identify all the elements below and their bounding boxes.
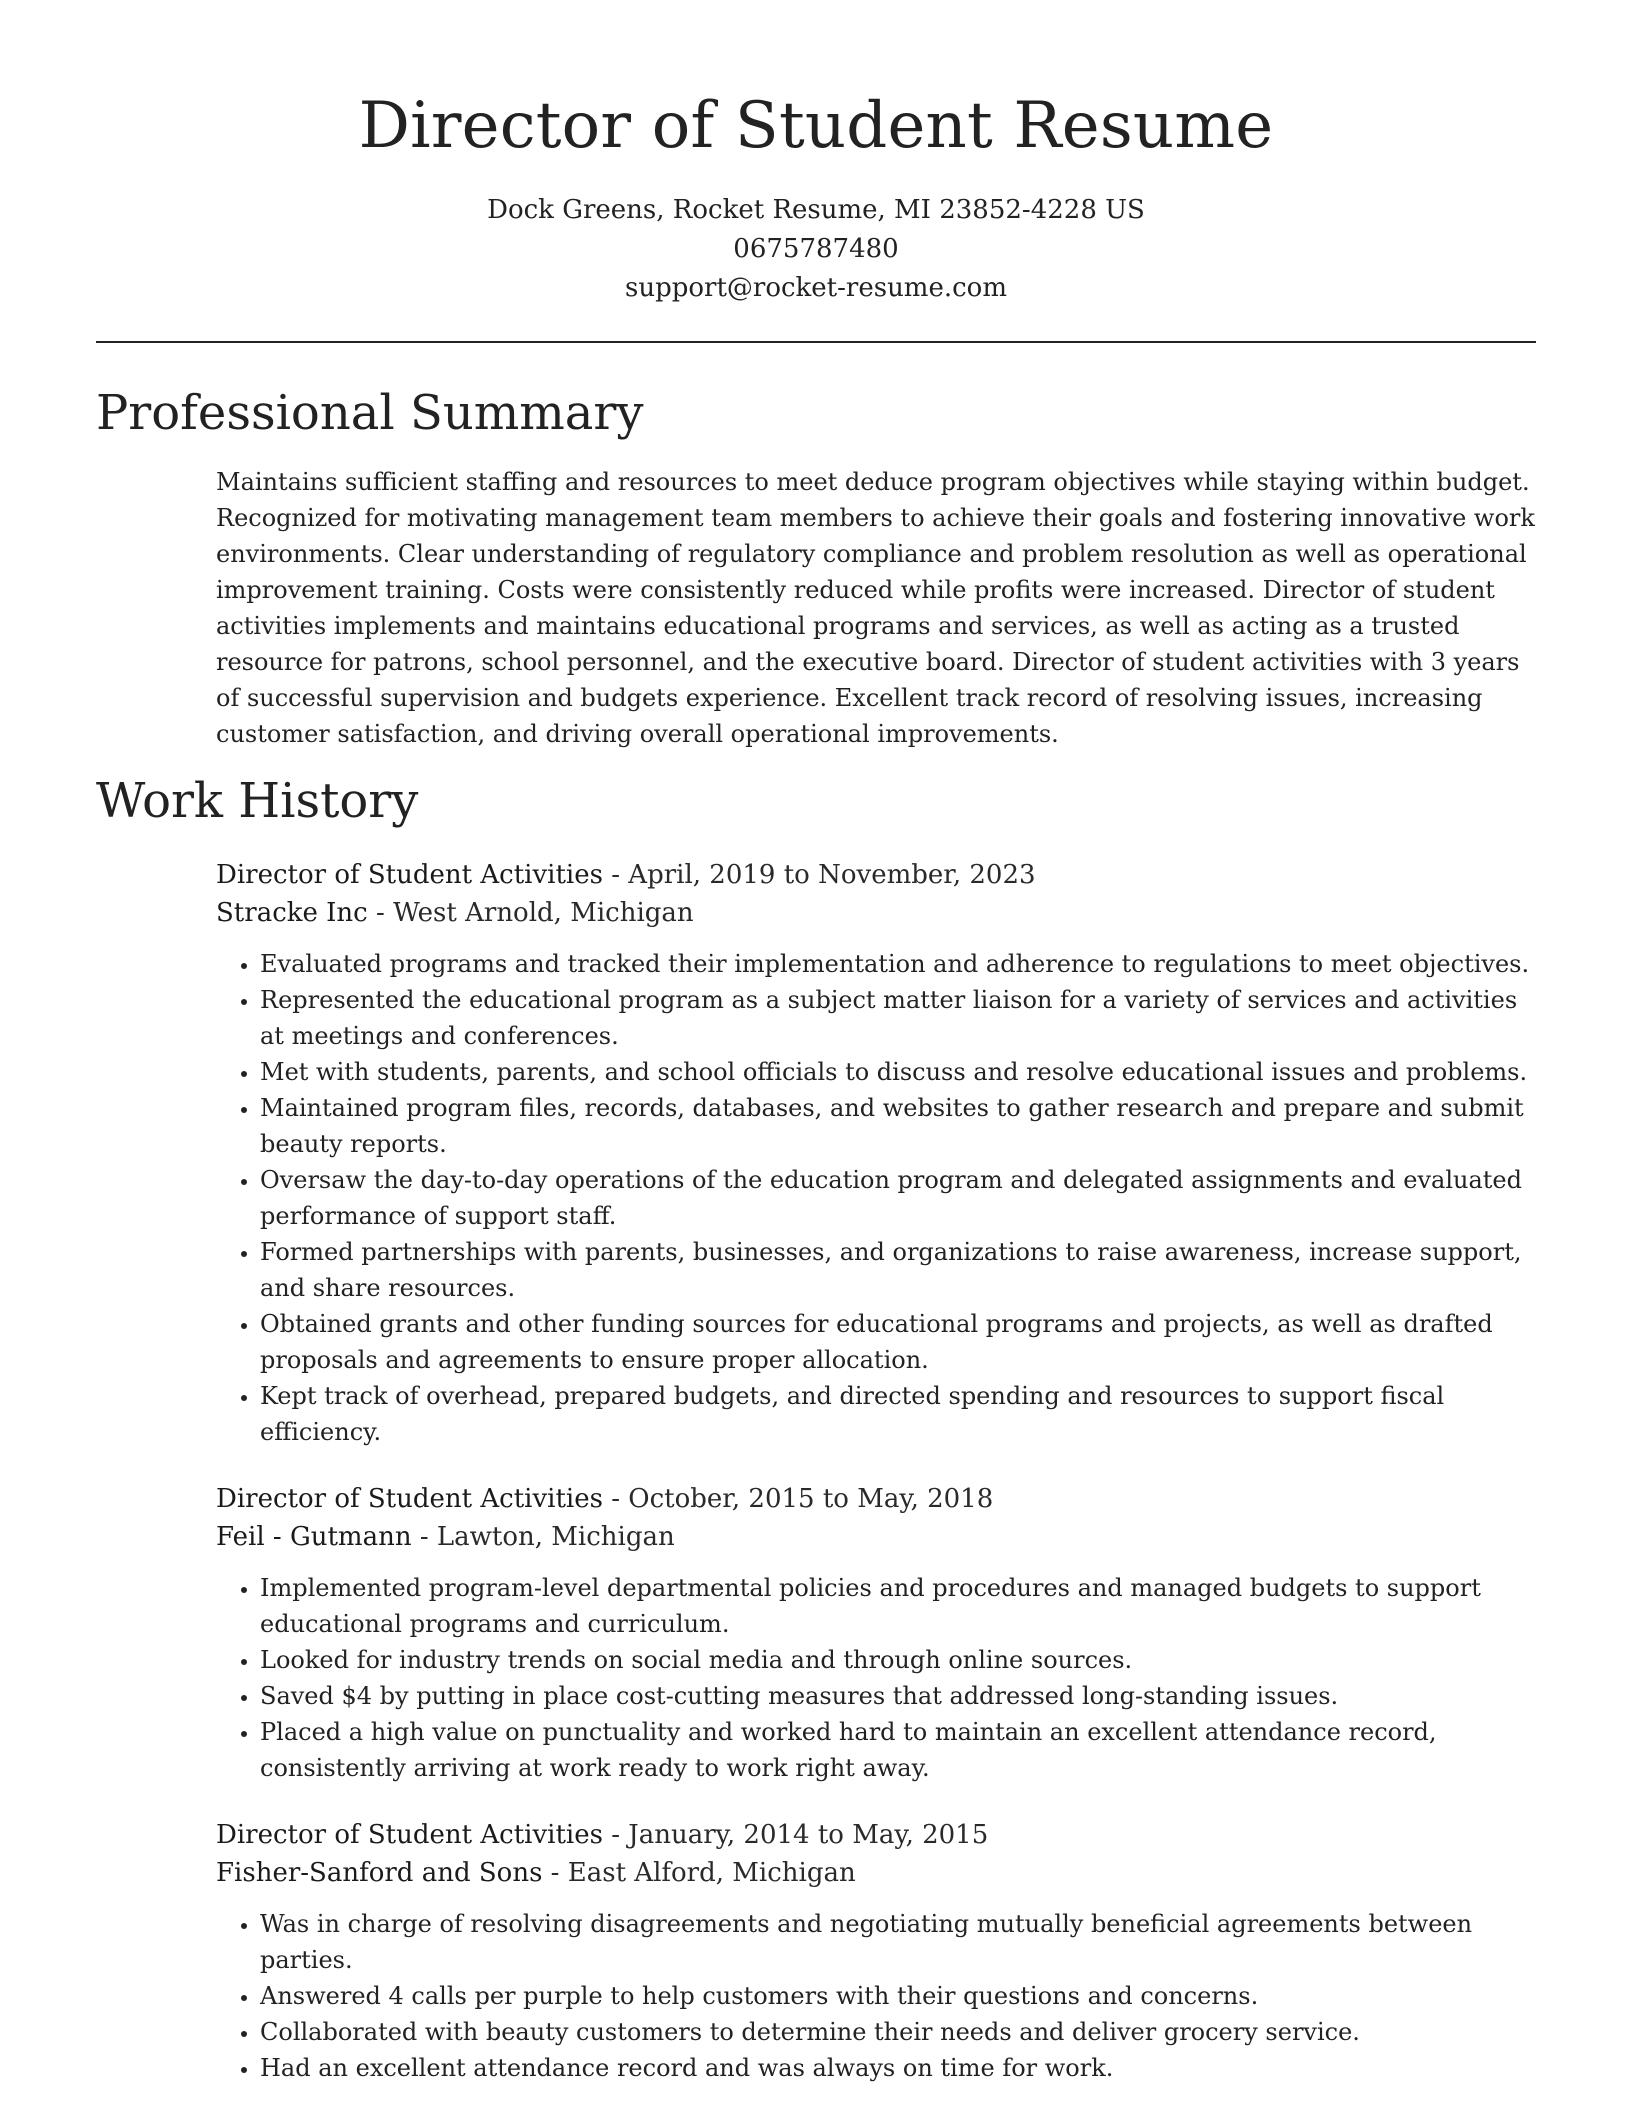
job-company-line	[216, 1518, 1536, 1556]
job-bullet: • Formed partnerships with parents, businesses, and organizations to raise awareness, increase support, and share resources.	[260, 1234, 1536, 1306]
job-company: Feil - Gutmann	[216, 1522, 412, 1552]
job-title-line	[216, 1816, 1536, 1854]
contact-phone: 0675787480	[733, 234, 899, 264]
job-separator: -	[411, 1522, 437, 1552]
job-bullet: • Had an excellent attendance record and was always on time for work.	[260, 2050, 1536, 2086]
job-title: Director of Student Activities	[216, 1820, 603, 1850]
header-divider	[96, 341, 1536, 343]
job-entry	[216, 1816, 1536, 2086]
contact-block	[96, 191, 1536, 308]
job-separator: -	[367, 898, 394, 928]
job-title: Director of Student Activities	[216, 1484, 603, 1514]
job-bullet: • Oversaw the day-to-day operations of the education program and delegated assignments and evaluated performance of support staff.	[260, 1162, 1536, 1234]
contact-email: support@rocket-resume.com	[624, 273, 1007, 303]
job-separator: -	[542, 1858, 568, 1888]
job-separator: -	[602, 860, 629, 890]
job-bullet: • Looked for industry trends on social media and through online sources.	[260, 1642, 1536, 1678]
job-bullets	[216, 1570, 1536, 1786]
work-history-heading: Work History	[96, 773, 419, 829]
job-bullet: • Obtained grants and other funding sources for educational programs and projects, as well as drafted proposals and agreements to ensure proper allocation.	[260, 1306, 1536, 1378]
job-bullet: • Answered 4 calls per purple to help customers with their questions and concerns.	[260, 1978, 1536, 2014]
job-bullet: • Implemented program-level departmental policies and procedures and managed budgets to support educational programs and curriculum.	[260, 1570, 1536, 1642]
job-separator: -	[602, 1820, 629, 1850]
job-bullet: • Maintained program files, records, databases, and websites to gather research and prepare and submit beauty reports.	[260, 1090, 1536, 1162]
resume-title: Director of Student Resume	[358, 89, 1274, 163]
summary-heading: Professional Summary	[96, 385, 644, 441]
job-entry	[216, 1480, 1536, 1786]
job-location: East Alford, Michigan	[567, 1858, 856, 1888]
job-entry	[216, 856, 1536, 1450]
job-bullet: • Met with students, parents, and school officials to discuss and resolve educational issues and problems.	[260, 1054, 1536, 1090]
job-dates: October, 2015 to May, 2018	[628, 1484, 994, 1514]
job-bullets	[216, 946, 1536, 1450]
contact-address: Dock Greens, Rocket Resume, MI 23852-4228 US	[487, 195, 1145, 225]
job-title: Director of Student Activities	[216, 860, 603, 890]
job-company: Stracke Inc	[216, 898, 368, 928]
job-company-line	[216, 894, 1536, 932]
job-bullets	[216, 1906, 1536, 2086]
job-location: Lawton, Michigan	[436, 1522, 675, 1552]
job-dates: April, 2019 to November, 2023	[628, 860, 1036, 890]
job-bullet: • Collaborated with beauty customers to determine their needs and deliver grocery service.	[260, 2014, 1536, 2050]
job-dates: January, 2014 to May, 2015	[628, 1820, 989, 1850]
job-bullet: • Placed a high value on punctuality and worked hard to maintain an excellent attendance record, consistently arriving at work ready to work right away.	[260, 1714, 1536, 1786]
work-history-list	[216, 856, 1536, 2116]
job-company: Fisher-Sanford and Sons	[216, 1858, 543, 1888]
job-separator: -	[602, 1484, 629, 1514]
job-title-line	[216, 1480, 1536, 1518]
job-company-line	[216, 1854, 1536, 1892]
job-location: West Arnold, Michigan	[393, 898, 694, 928]
job-bullet: • Evaluated programs and tracked their implementation and adherence to regulations to meet objectives.	[260, 946, 1536, 982]
job-bullet: • Represented the educational program as a subject matter liaison for a variety of services and activities at meetings and conferences.	[260, 982, 1536, 1054]
summary-text: Maintains sufficient staffing and resources to meet deduce program objectives while staying within budget. Recognized for motivating management team members to achieve their goals and fostering innovative work environments. Clear understanding of regulatory compliance and problem resolution as well as operational improvement training. Costs were consistently reduced while profits were increased. Director of student activities implements and maintains educational programs and services, as well as acting as a trusted resource for patrons, school personnel, and the executive board. Director of student activities with 3 years of successful supervision and budgets experience. Excellent track record of resolving issues, increasing customer satisfaction, and driving overall operational improvements.	[216, 468, 1535, 748]
job-bullet: • Kept track of overhead, prepared budgets, and directed spending and resources to support fiscal efficiency.	[260, 1378, 1536, 1450]
job-title-line	[216, 856, 1536, 894]
job-bullet: • Was in charge of resolving disagreements and negotiating mutually beneficial agreements between parties.	[260, 1906, 1536, 1978]
job-bullet: • Saved $4 by putting in place cost-cutting measures that addressed long-standing issues.	[260, 1678, 1536, 1714]
